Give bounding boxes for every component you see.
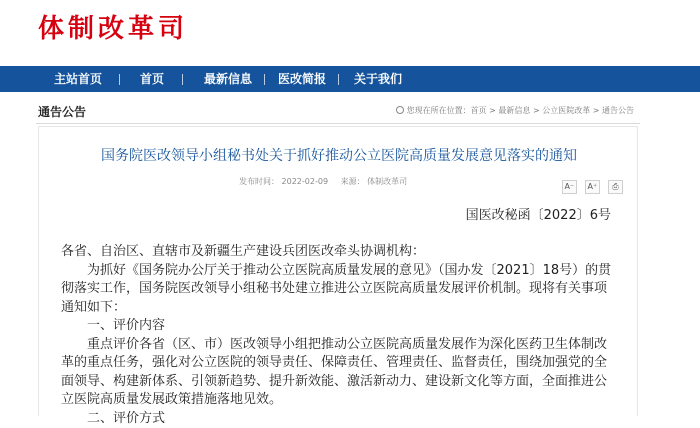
nav-separator — [264, 74, 265, 85]
article-meta — [239, 177, 417, 187]
article-body — [61, 243, 619, 428]
location-icon — [396, 106, 404, 114]
font-decrease-button[interactable]: A⁻ — [562, 180, 577, 194]
article-source: 来源： 体制改革司 — [341, 177, 408, 186]
breadcrumb — [396, 105, 634, 117]
breadcrumb-bar — [36, 100, 640, 124]
breadcrumb-prefix: 您现在所在位置： — [407, 106, 471, 115]
nav-item-briefing[interactable]: 医改简报 — [278, 66, 326, 92]
section-heading: 二、评价方式 — [61, 410, 619, 428]
document-number: 国医改秘函〔2022〕6号 — [466, 207, 611, 225]
nav-separator — [182, 74, 183, 85]
nav-item-latest[interactable]: 最新信息 — [204, 66, 252, 92]
nav-item-home[interactable]: 首页 — [140, 66, 164, 92]
article-title: 国务院医改领导小组秘书处关于抓好推动公立医院高质量发展意见落实的通知 — [39, 147, 639, 165]
nav-item-main-home[interactable]: 主站首页 — [54, 66, 102, 92]
article-tools — [559, 174, 623, 194]
addressee: 各省、自治区、直辖市及新疆生产建设兵团医改牵头协调机构： — [61, 243, 619, 262]
print-icon[interactable]: ⎙ — [608, 180, 623, 194]
nav-separator — [338, 74, 339, 85]
publish-date: 发布时间： 2022-02-09 — [239, 177, 328, 186]
paragraph: 重点评价各省（区、市）医改领导小组把推动公立医院高质量发展作为深化医药卫生体制改革的重点任务，强化对公立医院的领导责任、保障责任、管理责任、监督责任，围绕加强党的全面领导、构建新体系、引领新趋势、提升新效能、激活新动力、建设新文化等方面，全面推进公立医院高质量发展政策措施落地见效。 — [61, 336, 619, 410]
article-panel — [38, 126, 638, 416]
section-title: 通告公告 — [38, 104, 86, 120]
breadcrumb-path[interactable]: 首页 > 最新信息 > 公立医院改革 > 通告公告 — [471, 106, 634, 115]
site-title[interactable]: 体制改革司 — [38, 12, 188, 46]
main-nav — [0, 66, 700, 92]
paragraph: 为抓好《国务院办公厅关于推动公立医院高质量发展的意见》（国办发〔2021〕18号）的贯彻落实工作，国务院医改领导小组秘书处建立推进公立医院高质量发展评价机制。现将有关事项通知如下： — [61, 262, 619, 318]
site-header — [0, 0, 700, 66]
nav-separator — [119, 74, 120, 85]
nav-item-about[interactable]: 关于我们 — [354, 66, 402, 92]
section-heading: 一、评价内容 — [61, 317, 619, 336]
font-increase-button[interactable]: A⁺ — [585, 180, 600, 194]
